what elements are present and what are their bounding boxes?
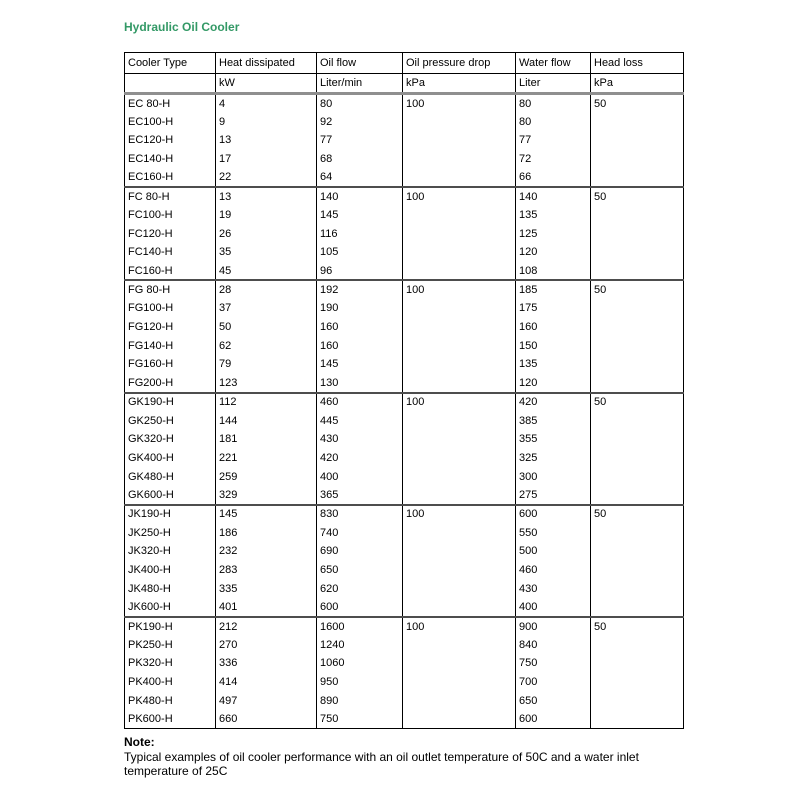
cooler-type-cell: JK320-H xyxy=(125,542,216,561)
cooler-type-cell: FC100-H xyxy=(125,206,216,225)
oil-pressure-drop-cell xyxy=(403,486,516,505)
cooler-type-cell: PK480-H xyxy=(125,692,216,711)
cooler-type-cell: FG120-H xyxy=(125,318,216,337)
table-row xyxy=(125,280,684,299)
oil-pressure-drop-cell xyxy=(403,168,516,187)
water-flow-cell: 300 xyxy=(516,467,591,486)
water-flow-cell: 125 xyxy=(516,224,591,243)
heat-dissipated-cell: 336 xyxy=(216,654,317,673)
water-flow-cell: 385 xyxy=(516,411,591,430)
heat-dissipated-cell: 26 xyxy=(216,224,317,243)
unit-oil-flow: Liter/min xyxy=(317,74,403,94)
unit-water-flow: Liter xyxy=(516,74,591,94)
oil-pressure-drop-cell: 100 xyxy=(403,617,516,636)
cooler-type-cell: GK400-H xyxy=(125,449,216,468)
water-flow-cell: 140 xyxy=(516,187,591,206)
oil-flow-cell: 1240 xyxy=(317,635,403,654)
head-loss-cell xyxy=(591,430,684,449)
unit-head-loss: kPa xyxy=(591,74,684,94)
heat-dissipated-cell: 144 xyxy=(216,411,317,430)
oil-flow-cell: 740 xyxy=(317,523,403,542)
table-row xyxy=(125,449,684,468)
oil-flow-cell: 600 xyxy=(317,598,403,617)
header-row-units xyxy=(125,74,684,94)
column-header-head-loss: Head loss xyxy=(591,53,684,74)
head-loss-cell: 50 xyxy=(591,280,684,299)
water-flow-cell: 750 xyxy=(516,654,591,673)
heat-dissipated-cell: 145 xyxy=(216,505,317,524)
water-flow-cell: 120 xyxy=(516,374,591,393)
heat-dissipated-cell: 660 xyxy=(216,710,317,729)
document-page xyxy=(124,20,686,778)
oil-pressure-drop-cell xyxy=(403,262,516,281)
oil-flow-cell: 190 xyxy=(317,299,403,318)
cooler-type-cell: FC160-H xyxy=(125,262,216,281)
table-row xyxy=(125,561,684,580)
column-header-cooler-type: Cooler Type xyxy=(125,53,216,74)
water-flow-cell: 700 xyxy=(516,673,591,692)
head-loss-cell xyxy=(591,318,684,337)
oil-pressure-drop-cell xyxy=(403,579,516,598)
cooler-type-cell: EC100-H xyxy=(125,112,216,131)
head-loss-cell: 50 xyxy=(591,505,684,524)
heat-dissipated-cell: 259 xyxy=(216,467,317,486)
water-flow-cell: 500 xyxy=(516,542,591,561)
oil-pressure-drop-cell xyxy=(403,336,516,355)
oil-flow-cell: 77 xyxy=(317,131,403,150)
oil-flow-cell: 620 xyxy=(317,579,403,598)
head-loss-cell xyxy=(591,486,684,505)
oil-pressure-drop-cell xyxy=(403,561,516,580)
heat-dissipated-cell: 19 xyxy=(216,206,317,225)
head-loss-cell xyxy=(591,131,684,150)
heat-dissipated-cell: 401 xyxy=(216,598,317,617)
column-header-oil-flow: Oil flow xyxy=(317,53,403,74)
oil-flow-cell: 80 xyxy=(317,94,403,113)
heat-dissipated-cell: 50 xyxy=(216,318,317,337)
page-title: Hydraulic Oil Cooler xyxy=(124,20,240,34)
oil-flow-cell: 68 xyxy=(317,150,403,169)
head-loss-cell xyxy=(591,467,684,486)
table-row xyxy=(125,505,684,524)
oil-flow-cell: 64 xyxy=(317,168,403,187)
table-row xyxy=(125,299,684,318)
water-flow-cell: 120 xyxy=(516,243,591,262)
oil-flow-cell: 1060 xyxy=(317,654,403,673)
heat-dissipated-cell: 221 xyxy=(216,449,317,468)
oil-pressure-drop-cell xyxy=(403,318,516,337)
oil-pressure-drop-cell xyxy=(403,131,516,150)
cooler-type-cell: FG100-H xyxy=(125,299,216,318)
oil-flow-cell: 400 xyxy=(317,467,403,486)
head-loss-cell: 50 xyxy=(591,393,684,412)
head-loss-cell xyxy=(591,336,684,355)
head-loss-cell xyxy=(591,673,684,692)
oil-pressure-drop-cell xyxy=(403,710,516,729)
water-flow-cell: 275 xyxy=(516,486,591,505)
head-loss-cell: 50 xyxy=(591,187,684,206)
table-row xyxy=(125,523,684,542)
oil-pressure-drop-cell: 100 xyxy=(403,94,516,113)
cooler-type-cell: PK400-H xyxy=(125,673,216,692)
water-flow-cell: 400 xyxy=(516,598,591,617)
oil-flow-cell: 750 xyxy=(317,710,403,729)
oil-pressure-drop-cell xyxy=(403,692,516,711)
oil-pressure-drop-cell xyxy=(403,243,516,262)
head-loss-cell xyxy=(591,224,684,243)
heat-dissipated-cell: 35 xyxy=(216,243,317,262)
oil-flow-cell: 445 xyxy=(317,411,403,430)
water-flow-cell: 550 xyxy=(516,523,591,542)
table-row xyxy=(125,374,684,393)
water-flow-cell: 900 xyxy=(516,617,591,636)
oil-flow-cell: 1600 xyxy=(317,617,403,636)
oil-flow-cell: 92 xyxy=(317,112,403,131)
table-row xyxy=(125,411,684,430)
water-flow-cell: 108 xyxy=(516,262,591,281)
heat-dissipated-cell: 13 xyxy=(216,131,317,150)
table-row xyxy=(125,673,684,692)
column-header-oil-pressure-drop: Oil pressure drop xyxy=(403,53,516,74)
oil-cooler-spec-table xyxy=(124,52,684,729)
table-row xyxy=(125,336,684,355)
oil-flow-cell: 105 xyxy=(317,243,403,262)
oil-pressure-drop-cell xyxy=(403,654,516,673)
table-row xyxy=(125,617,684,636)
heat-dissipated-cell: 497 xyxy=(216,692,317,711)
oil-pressure-drop-cell xyxy=(403,299,516,318)
heat-dissipated-cell: 62 xyxy=(216,336,317,355)
oil-pressure-drop-cell xyxy=(403,224,516,243)
cooler-type-cell: JK400-H xyxy=(125,561,216,580)
oil-pressure-drop-cell xyxy=(403,673,516,692)
table-row xyxy=(125,150,684,169)
head-loss-cell xyxy=(591,243,684,262)
oil-pressure-drop-cell xyxy=(403,430,516,449)
cooler-type-cell: FG140-H xyxy=(125,336,216,355)
water-flow-cell: 66 xyxy=(516,168,591,187)
oil-pressure-drop-cell: 100 xyxy=(403,505,516,524)
cooler-type-cell: EC140-H xyxy=(125,150,216,169)
cooler-type-cell: JK600-H xyxy=(125,598,216,617)
oil-pressure-drop-cell xyxy=(403,411,516,430)
cooler-type-cell: FG160-H xyxy=(125,355,216,374)
table-row xyxy=(125,467,684,486)
heat-dissipated-cell: 4 xyxy=(216,94,317,113)
water-flow-cell: 460 xyxy=(516,561,591,580)
oil-pressure-drop-cell: 100 xyxy=(403,393,516,412)
head-loss-cell xyxy=(591,692,684,711)
table-row xyxy=(125,393,684,412)
table-row xyxy=(125,710,684,729)
cooler-type-cell: FG 80-H xyxy=(125,280,216,299)
head-loss-cell xyxy=(591,579,684,598)
oil-pressure-drop-cell xyxy=(403,598,516,617)
note-text: Typical examples of oil cooler performance with an oil outlet temperature of 50C and a water inlet temperature of 25C xyxy=(124,749,639,778)
oil-flow-cell: 160 xyxy=(317,318,403,337)
table-row xyxy=(125,542,684,561)
cooler-type-cell: EC120-H xyxy=(125,131,216,150)
cooler-type-cell: GK190-H xyxy=(125,393,216,412)
head-loss-cell xyxy=(591,654,684,673)
water-flow-cell: 420 xyxy=(516,393,591,412)
oil-flow-cell: 890 xyxy=(317,692,403,711)
cooler-type-cell: GK250-H xyxy=(125,411,216,430)
heat-dissipated-cell: 22 xyxy=(216,168,317,187)
water-flow-cell: 185 xyxy=(516,280,591,299)
heat-dissipated-cell: 37 xyxy=(216,299,317,318)
oil-pressure-drop-cell xyxy=(403,206,516,225)
head-loss-cell xyxy=(591,299,684,318)
table-header xyxy=(125,53,684,94)
water-flow-cell: 840 xyxy=(516,635,591,654)
oil-flow-cell: 690 xyxy=(317,542,403,561)
water-flow-cell: 72 xyxy=(516,150,591,169)
cooler-type-cell: JK480-H xyxy=(125,579,216,598)
cooler-type-cell: PK190-H xyxy=(125,617,216,636)
header-row-labels xyxy=(125,53,684,74)
cooler-type-cell: FC120-H xyxy=(125,224,216,243)
note-block xyxy=(124,735,684,777)
table-row xyxy=(125,224,684,243)
head-loss-cell xyxy=(591,112,684,131)
table-row xyxy=(125,168,684,187)
water-flow-cell: 77 xyxy=(516,131,591,150)
heat-dissipated-cell: 335 xyxy=(216,579,317,598)
table-row xyxy=(125,318,684,337)
heat-dissipated-cell: 17 xyxy=(216,150,317,169)
column-header-heat-dissipated: Heat dissipated xyxy=(216,53,317,74)
oil-pressure-drop-cell xyxy=(403,467,516,486)
head-loss-cell xyxy=(591,411,684,430)
head-loss-cell xyxy=(591,561,684,580)
water-flow-cell: 160 xyxy=(516,318,591,337)
cooler-type-cell: FC 80-H xyxy=(125,187,216,206)
oil-pressure-drop-cell xyxy=(403,112,516,131)
oil-flow-cell: 192 xyxy=(317,280,403,299)
water-flow-cell: 600 xyxy=(516,710,591,729)
unit-cooler-type xyxy=(125,74,216,94)
heat-dissipated-cell: 283 xyxy=(216,561,317,580)
oil-flow-cell: 420 xyxy=(317,449,403,468)
heat-dissipated-cell: 329 xyxy=(216,486,317,505)
water-flow-cell: 135 xyxy=(516,206,591,225)
table-row xyxy=(125,598,684,617)
head-loss-cell xyxy=(591,262,684,281)
oil-pressure-drop-cell xyxy=(403,542,516,561)
table-row xyxy=(125,94,684,113)
oil-pressure-drop-cell xyxy=(403,635,516,654)
head-loss-cell xyxy=(591,355,684,374)
heat-dissipated-cell: 79 xyxy=(216,355,317,374)
cooler-type-cell: GK320-H xyxy=(125,430,216,449)
table-row xyxy=(125,131,684,150)
oil-pressure-drop-cell: 100 xyxy=(403,280,516,299)
heat-dissipated-cell: 13 xyxy=(216,187,317,206)
table-row xyxy=(125,486,684,505)
table-row xyxy=(125,692,684,711)
head-loss-cell xyxy=(591,598,684,617)
oil-flow-cell: 116 xyxy=(317,224,403,243)
oil-pressure-drop-cell xyxy=(403,374,516,393)
oil-pressure-drop-cell xyxy=(403,355,516,374)
water-flow-cell: 135 xyxy=(516,355,591,374)
table-row xyxy=(125,112,684,131)
water-flow-cell: 80 xyxy=(516,112,591,131)
table-row xyxy=(125,654,684,673)
oil-pressure-drop-cell xyxy=(403,523,516,542)
water-flow-cell: 650 xyxy=(516,692,591,711)
cooler-type-cell: PK250-H xyxy=(125,635,216,654)
water-flow-cell: 600 xyxy=(516,505,591,524)
cooler-type-cell: PK320-H xyxy=(125,654,216,673)
oil-pressure-drop-cell xyxy=(403,150,516,169)
heat-dissipated-cell: 186 xyxy=(216,523,317,542)
heat-dissipated-cell: 232 xyxy=(216,542,317,561)
note-label: Note: xyxy=(124,735,155,750)
oil-flow-cell: 145 xyxy=(317,355,403,374)
head-loss-cell xyxy=(591,710,684,729)
unit-oil-pressure-drop: kPa xyxy=(403,74,516,94)
table-row xyxy=(125,187,684,206)
cooler-type-cell: GK600-H xyxy=(125,486,216,505)
table-body xyxy=(125,94,684,729)
table-row xyxy=(125,243,684,262)
head-loss-cell xyxy=(591,542,684,561)
heat-dissipated-cell: 28 xyxy=(216,280,317,299)
oil-flow-cell: 650 xyxy=(317,561,403,580)
cooler-type-cell: FG200-H xyxy=(125,374,216,393)
oil-flow-cell: 140 xyxy=(317,187,403,206)
head-loss-cell xyxy=(591,206,684,225)
heat-dissipated-cell: 212 xyxy=(216,617,317,636)
water-flow-cell: 150 xyxy=(516,336,591,355)
table-row xyxy=(125,430,684,449)
heat-dissipated-cell: 123 xyxy=(216,374,317,393)
table-row xyxy=(125,206,684,225)
heat-dissipated-cell: 112 xyxy=(216,393,317,412)
oil-flow-cell: 950 xyxy=(317,673,403,692)
column-header-water-flow: Water flow xyxy=(516,53,591,74)
head-loss-cell: 50 xyxy=(591,617,684,636)
oil-pressure-drop-cell: 100 xyxy=(403,187,516,206)
cooler-type-cell: GK480-H xyxy=(125,467,216,486)
oil-flow-cell: 130 xyxy=(317,374,403,393)
heat-dissipated-cell: 270 xyxy=(216,635,317,654)
head-loss-cell xyxy=(591,150,684,169)
water-flow-cell: 175 xyxy=(516,299,591,318)
cooler-type-cell: PK600-H xyxy=(125,710,216,729)
head-loss-cell: 50 xyxy=(591,94,684,113)
cooler-type-cell: JK190-H xyxy=(125,505,216,524)
head-loss-cell xyxy=(591,523,684,542)
table-row xyxy=(125,262,684,281)
head-loss-cell xyxy=(591,168,684,187)
oil-flow-cell: 96 xyxy=(317,262,403,281)
heat-dissipated-cell: 414 xyxy=(216,673,317,692)
head-loss-cell xyxy=(591,635,684,654)
oil-flow-cell: 160 xyxy=(317,336,403,355)
head-loss-cell xyxy=(591,374,684,393)
oil-pressure-drop-cell xyxy=(403,449,516,468)
heat-dissipated-cell: 9 xyxy=(216,112,317,131)
cooler-type-cell: EC 80-H xyxy=(125,94,216,113)
head-loss-cell xyxy=(591,449,684,468)
oil-flow-cell: 145 xyxy=(317,206,403,225)
heat-dissipated-cell: 45 xyxy=(216,262,317,281)
unit-heat-dissipated: kW xyxy=(216,74,317,94)
cooler-type-cell: FC140-H xyxy=(125,243,216,262)
water-flow-cell: 325 xyxy=(516,449,591,468)
cooler-type-cell: EC160-H xyxy=(125,168,216,187)
oil-flow-cell: 430 xyxy=(317,430,403,449)
oil-flow-cell: 460 xyxy=(317,393,403,412)
table-row xyxy=(125,355,684,374)
water-flow-cell: 355 xyxy=(516,430,591,449)
heat-dissipated-cell: 181 xyxy=(216,430,317,449)
table-row xyxy=(125,635,684,654)
water-flow-cell: 430 xyxy=(516,579,591,598)
table-row xyxy=(125,579,684,598)
oil-flow-cell: 830 xyxy=(317,505,403,524)
water-flow-cell: 80 xyxy=(516,94,591,113)
oil-flow-cell: 365 xyxy=(317,486,403,505)
cooler-type-cell: JK250-H xyxy=(125,523,216,542)
